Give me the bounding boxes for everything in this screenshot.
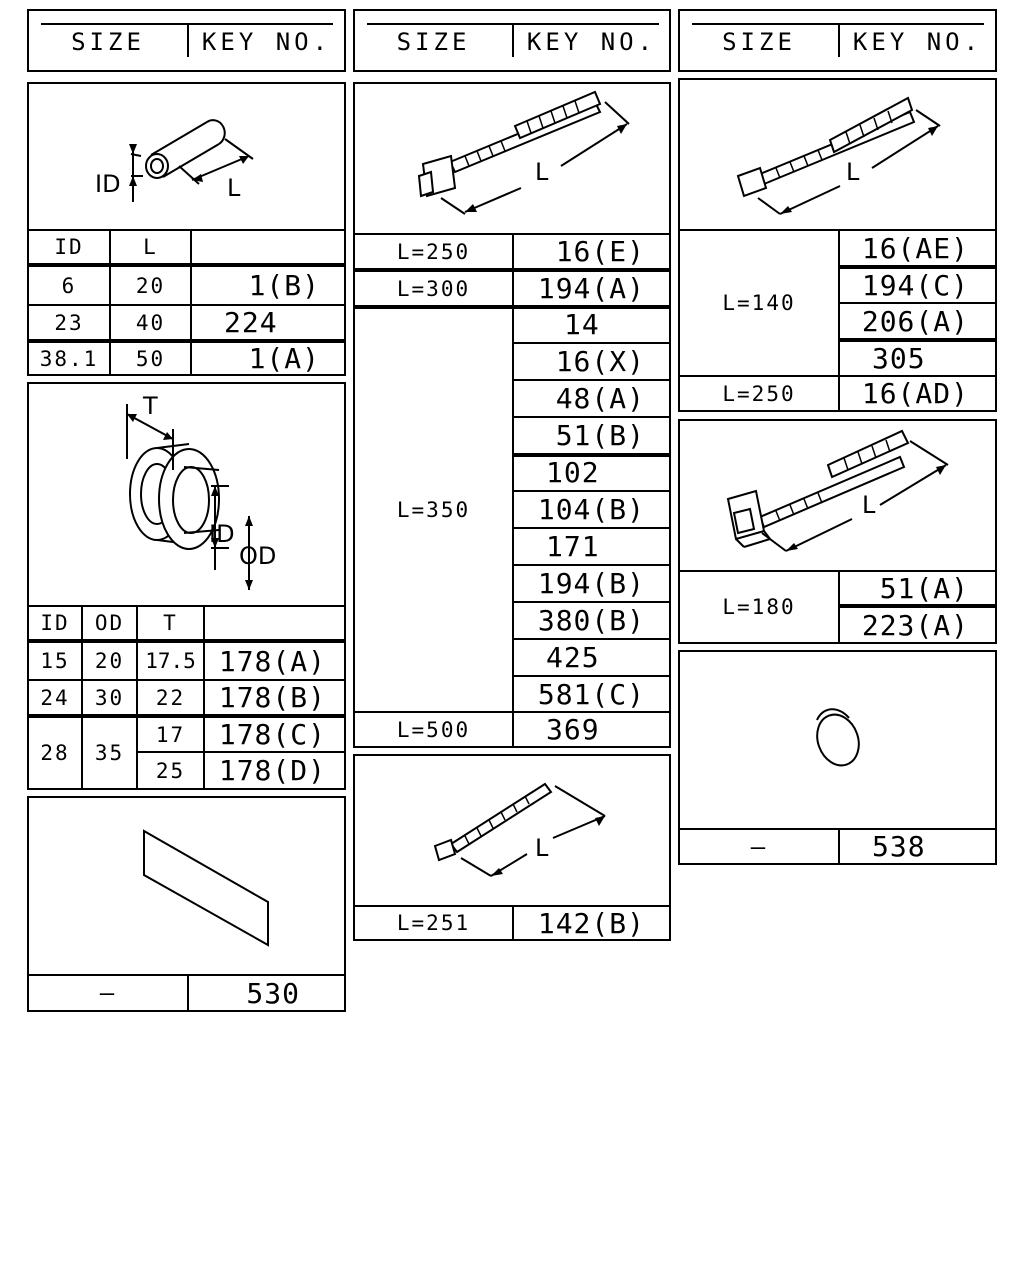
header-col2 [353, 9, 671, 72]
tie-basic-key: 142(B) [537, 906, 645, 940]
tie-mount-size: L=300 [396, 276, 471, 301]
tube-row-l: 40 [135, 310, 166, 335]
header-col3 [678, 9, 997, 72]
tie-anchor-group-key: 51(A) [879, 571, 969, 605]
tube-row-l: 20 [135, 273, 166, 298]
tie-mount-group-key: 16(X) [555, 345, 645, 378]
tie-anchor-l-label: L [862, 491, 876, 519]
pad-key: 530 [246, 976, 300, 1010]
tie-mount-panel [353, 82, 671, 748]
tie-mount-group-key: 425 [546, 641, 600, 674]
size-header: SIZE [722, 28, 796, 56]
grommet-row-id: 24 [40, 685, 70, 710]
tube-row-l: 50 [135, 346, 166, 371]
header-col1 [27, 9, 346, 72]
tie-mount-group-key: 48(A) [555, 382, 645, 415]
grommet-row-t: 22 [155, 685, 186, 710]
tie-anchor-drawing [680, 421, 999, 571]
tie-clip-group-size: L=140 [722, 291, 796, 315]
tie-mount-group-key: 51(B) [555, 419, 645, 452]
grommet-row-id: 28 [40, 741, 70, 765]
tie-basic-size: L=251 [396, 911, 471, 935]
col-od: OD [94, 611, 125, 635]
size-header: SIZE [71, 28, 145, 56]
col-id: ID [40, 611, 70, 635]
tie-mount-group-key: 14 [564, 308, 600, 341]
grommet-row-key: 178(A) [218, 644, 326, 678]
pad-panel [27, 796, 346, 1012]
tie-mount-group-key: 104(B) [537, 493, 645, 526]
grommet-row-t: 17.5 [145, 649, 196, 673]
tie-clip-group-key: 206(A) [861, 304, 969, 338]
grommet-panel [27, 382, 346, 790]
tie-mount-group-key: 581(C) [537, 677, 645, 711]
grommet-row-key: 178(B) [218, 681, 326, 714]
col-l: L [143, 235, 158, 259]
grommet-row-od: 30 [94, 685, 125, 710]
tie-mount-group-size: L=350 [396, 498, 471, 522]
grommet-row-od: 35 [94, 741, 125, 765]
tie-mount-l-label: L [535, 158, 549, 186]
grommet-row-key: 178(C) [218, 718, 326, 751]
tie-mount-key: 16(E) [555, 235, 645, 268]
tie-mount-key: 369 [546, 713, 600, 746]
cap-panel [678, 650, 997, 865]
tube-id-label: ID [95, 170, 121, 198]
tie-clip-group-key: 16(AE) [861, 231, 969, 265]
cap-key: 538 [872, 830, 926, 863]
tie-clip-drawing [680, 80, 999, 230]
col-t: T [163, 611, 178, 635]
key-no-header: KEY NO. [201, 28, 332, 56]
tie-anchor-group-size: L=180 [722, 595, 796, 619]
tie-basic-panel [353, 754, 671, 941]
grommet-row-t: 25 [155, 758, 186, 783]
grommet-t-label: T [143, 392, 158, 420]
tube-row-key: 1(A) [248, 342, 320, 375]
tie-mount-drawing [355, 84, 673, 234]
tie-mount-group-key: 102 [546, 456, 600, 489]
tie-clip-l-label: L [846, 158, 860, 186]
tube-row-id: 6 [61, 273, 77, 298]
tie-mount-group-key: 194(B) [537, 567, 645, 600]
tie-anchor-panel [678, 419, 997, 644]
pad-size: — [99, 979, 117, 1007]
key-no-header: KEY NO. [852, 28, 983, 56]
cap-drawing [680, 652, 999, 828]
key-no-header: KEY NO. [526, 28, 657, 56]
tie-mount-key: 194(A) [537, 272, 645, 305]
pad-drawing [29, 798, 348, 974]
grommet-id-label: ID [209, 520, 235, 548]
tie-clip-size: L=250 [722, 381, 796, 406]
tie-mount-size: L=500 [396, 717, 471, 742]
grommet-row-t: 17 [155, 722, 186, 747]
tie-clip-panel [678, 78, 997, 412]
tube-row-id: 23 [54, 310, 84, 335]
tie-basic-l-label: L [535, 834, 549, 862]
tie-clip-key: 16(AD) [861, 377, 969, 410]
tie-basic-drawing [355, 756, 673, 906]
tie-mount-group-key: 380(B) [537, 604, 645, 637]
grommet-drawing [29, 384, 348, 606]
grommet-row-id: 15 [40, 649, 70, 673]
tie-mount-size: L=250 [396, 239, 471, 264]
tie-mount-group-key: 171 [546, 530, 600, 563]
grommet-od-label: OD [239, 542, 277, 570]
col-id: ID [54, 235, 84, 259]
tube-drawing [29, 84, 348, 231]
tie-clip-group-key: 305 [872, 342, 926, 375]
grommet-row-od: 20 [94, 649, 125, 673]
tube-row-key: 224 [224, 306, 278, 339]
size-header: SIZE [396, 28, 471, 56]
tie-anchor-group-key: 223(A) [861, 608, 969, 642]
tube-l-label: L [227, 174, 241, 202]
tube-row-key: 1(B) [248, 269, 320, 302]
tie-clip-group-key: 194(C) [861, 269, 969, 302]
tube-row-id: 38.1 [39, 346, 99, 371]
tube-panel [27, 82, 346, 376]
grommet-row-key: 178(D) [218, 754, 326, 787]
cap-size: — [750, 832, 768, 861]
